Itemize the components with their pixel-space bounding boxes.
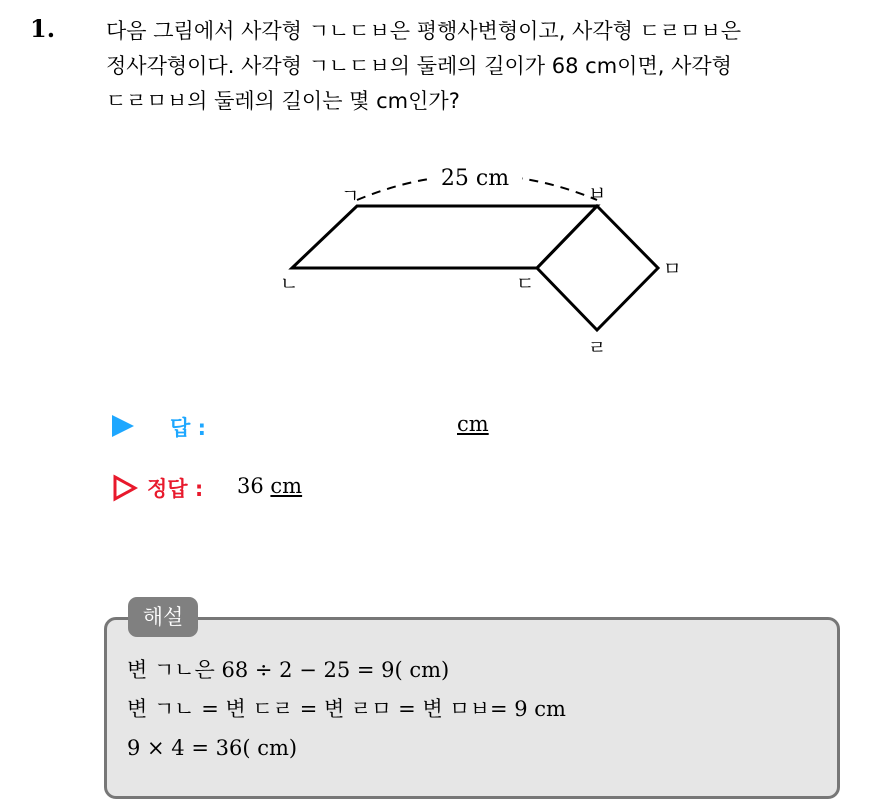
question-line: ㄷㄹㅁㅂ의 둘레의 길이는 몇 cm인가?: [106, 89, 460, 113]
vertex-label-d: ㄷ: [516, 273, 535, 295]
parallelogram: [292, 206, 597, 268]
correct-answer-label: 정답 :: [147, 477, 204, 501]
question-line: 다음 그림에서 사각형 ㄱㄴㄷㅂ은 평행사변형이고, 사각형 ㄷㄹㅁㅂ은: [106, 19, 742, 43]
vertex-label-b: ㅂ: [588, 183, 607, 205]
vertex-label-m: ㅁ: [663, 258, 682, 280]
answer-row: [112, 410, 532, 444]
correct-answer-value: [237, 474, 302, 498]
answer-label: 답 :: [170, 416, 206, 440]
answer-unit: cm: [457, 412, 489, 436]
geometry-figure: [0, 0, 884, 400]
length-label: 25 cm: [440, 166, 510, 191]
solution-line: 변 ㄱㄴ = 변 ㄷㄹ = 변 ㄹㅁ = 변 ㅁㅂ= 9 cm: [127, 697, 566, 721]
vertex-label-r: ㄹ: [588, 337, 607, 359]
question-number: 1.: [30, 14, 56, 43]
vertex-label-n: ㄴ: [280, 273, 299, 295]
outline-triangle-icon: [112, 474, 138, 502]
solution-lines: [127, 651, 566, 768]
correct-answer-row: [112, 472, 532, 506]
question-line: 정사각형이다. 사각형 ㄱㄴㄷㅂ의 둘레의 길이가 68 cm이면, 사각형: [106, 54, 732, 78]
solution-line: 9 × 4 = 36( cm): [127, 736, 298, 760]
solution-line: 변 ㄱㄴ은 68 ÷ 2 − 25 = 9( cm): [127, 658, 450, 682]
square: [537, 206, 658, 330]
correct-answer-number: 36: [237, 474, 264, 498]
correct-answer-unit: cm: [270, 474, 303, 498]
vertex-label-g: ㄱ: [341, 185, 360, 207]
solution-tag: 해설: [128, 597, 198, 637]
play-triangle-icon: [112, 415, 134, 437]
